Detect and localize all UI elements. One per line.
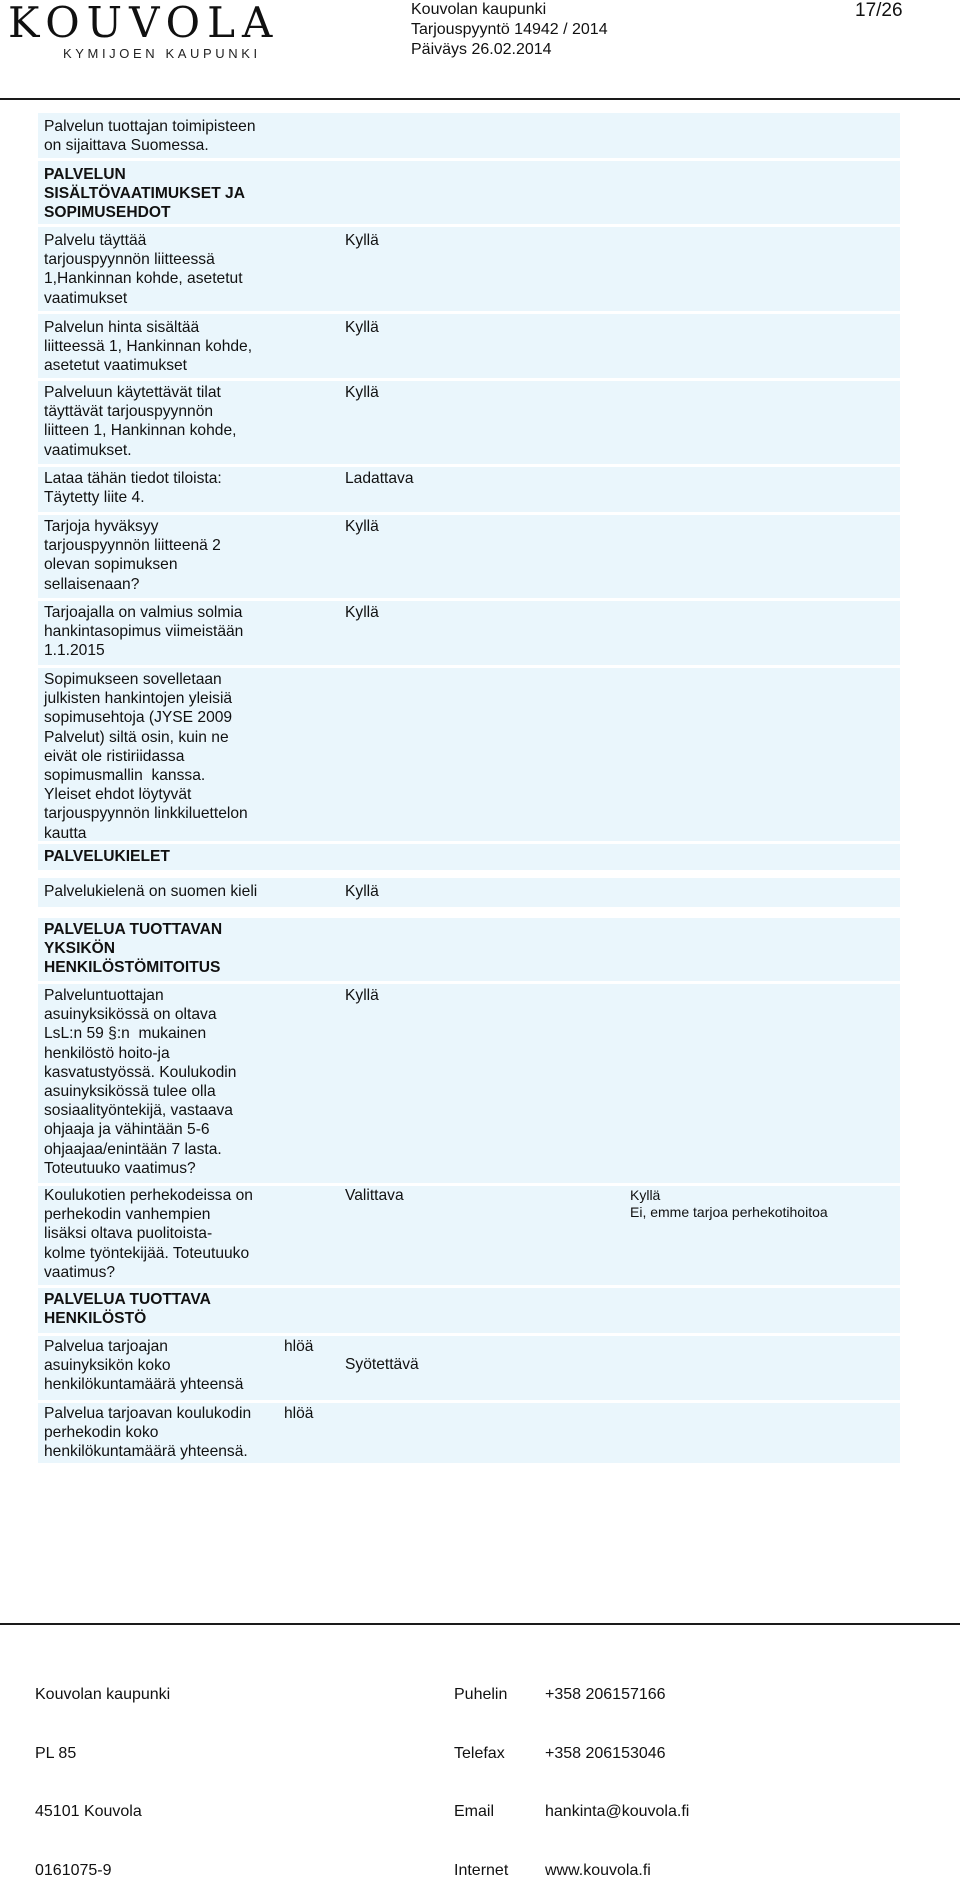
document-date: Päiväys 26.02.2014 (411, 41, 552, 58)
section-heading: PALVELUA TUOTTAVAN YKSIKÖN HENKILÖSTÖMITOITUS (44, 921, 223, 977)
footer-org: Kouvolan kaupunki (35, 1686, 171, 1703)
answer-value: Kyllä (345, 604, 379, 621)
footer-divider (0, 1623, 960, 1625)
phone-label: Puhelin (454, 1686, 508, 1703)
row-label: Palvelun hinta sisältää liitteessä 1, Hankinnan kohde, asetetut vaatimukset (44, 319, 253, 375)
row-label: Palvelun tuottajan toimipisteen on sijaittava Suomessa. (44, 118, 256, 155)
row-label: Palvelu täyttää tarjouspyynnön liitteessä 1,Hankinnan kohde, asetetut vaatimukset (44, 232, 243, 307)
header-divider (0, 98, 960, 100)
section-heading: PALVELUKIELET (44, 848, 170, 865)
page-number: 17/26 (855, 0, 903, 21)
answer-value: Kyllä (345, 232, 379, 249)
answer-value: Kyllä (345, 319, 379, 336)
answer-value: Kyllä (345, 384, 379, 401)
email-label: Email (454, 1803, 495, 1820)
document-info (411, 0, 608, 60)
unit-label: hlöä (284, 1338, 314, 1355)
section-heading: PALVELUA TUOTTAVA HENKILÖSTÖ (44, 1291, 211, 1328)
kouvola-logo (8, 2, 280, 64)
answer-value: Kyllä (345, 987, 379, 1004)
row-label: Palvelukielenä on suomen kieli (44, 883, 258, 900)
logo-subtitle: KYMIJOEN KAUPUNKI (63, 46, 261, 61)
footer-contact-values (545, 1646, 689, 1900)
website-link[interactable]: www.kouvola.fi (545, 1861, 651, 1879)
row-label: Koulukotien perhekodeissa on perhekodin vanhempien lisäksi oltava puolitoista- kolme työntekijää. Toteutuuko vaatimus? (44, 1187, 253, 1281)
row-label: Lataa tähän tiedot tiloista: Täytetty liite 4. (44, 470, 222, 507)
answer-value: Syötettävä (345, 1356, 419, 1373)
footer-contact-labels (454, 1646, 508, 1900)
answer-value: Kyllä (345, 883, 379, 900)
answer-options: Kyllä Ei, emme tarjoa perhekotihoitoa (630, 1187, 828, 1220)
row-label: Palveluntuottajan asuinyksikössä on oltava LsL:n 59 §:n mukainen henkilöstö hoito-ja kasvatustyössä. Koulukodin asuinyksikössä tulee olla sosiaalityöntekijä, vastaava ohjaaja ja vähintään 5-6 ohjaajaa/enintään 7 lasta. Toteutuuko vaatimus? (44, 987, 237, 1177)
tender-number: Tarjouspyyntö 14942 / 2014 (411, 21, 608, 38)
row-label: Tarjoajalla on valmius solmia hankintasopimus viimeistään 1.1.2015 (44, 604, 244, 660)
answer-value: Valittava (345, 1187, 404, 1204)
row-label: Palvelua tarjoajan asuinyksikön koko henkilökuntamäärä yhteensä (44, 1338, 244, 1394)
fax-value: +358 206153046 (545, 1744, 666, 1762)
row-label: Palvelua tarjoavan koulukodin perhekodin koko henkilökuntamäärä yhteensä. (44, 1405, 252, 1461)
footer-postal: 45101 Kouvola (35, 1803, 142, 1820)
footer-address (35, 1646, 170, 1900)
row-label: Sopimukseen sovelletaan julkisten hankintojen yleisiä sopimusehtoja (JYSE 2009 Palvelut) siltä osin, kuin ne eivät ole ristiriidassa sopimusmallin kanssa. Yleiset ehdot löytyvät tarjouspyynnön linkkiluettelon kautta (44, 671, 248, 842)
phone-value: +358 206157166 (545, 1686, 666, 1703)
web-label: Internet (454, 1861, 509, 1879)
row-label: Palveluun käytettävät tilat täyttävät tarjouspyynnön liitteen 1, Hankinnan kohde, vaatimukset. (44, 384, 237, 459)
row-label: Tarjoja hyväksyy tarjouspyynnön liitteenä 2 olevan sopimuksen sellaisenaan? (44, 518, 221, 593)
organization-name: Kouvolan kaupunki (411, 1, 547, 18)
footer-business-id: 0161075-9 (35, 1861, 112, 1879)
email-link[interactable]: hankinta@kouvola.fi (545, 1803, 690, 1820)
unit-label: hlöä (284, 1405, 314, 1422)
answer-value: Kyllä (345, 518, 379, 535)
answer-value: Ladattava (345, 470, 414, 487)
logo-wordmark: KOUVOLA (8, 0, 280, 47)
footer-box: PL 85 (35, 1744, 77, 1762)
fax-label: Telefax (454, 1744, 505, 1762)
section-heading: PALVELUN SISÄLTÖVAATIMUKSET JA SOPIMUSEHDOT (44, 166, 245, 222)
